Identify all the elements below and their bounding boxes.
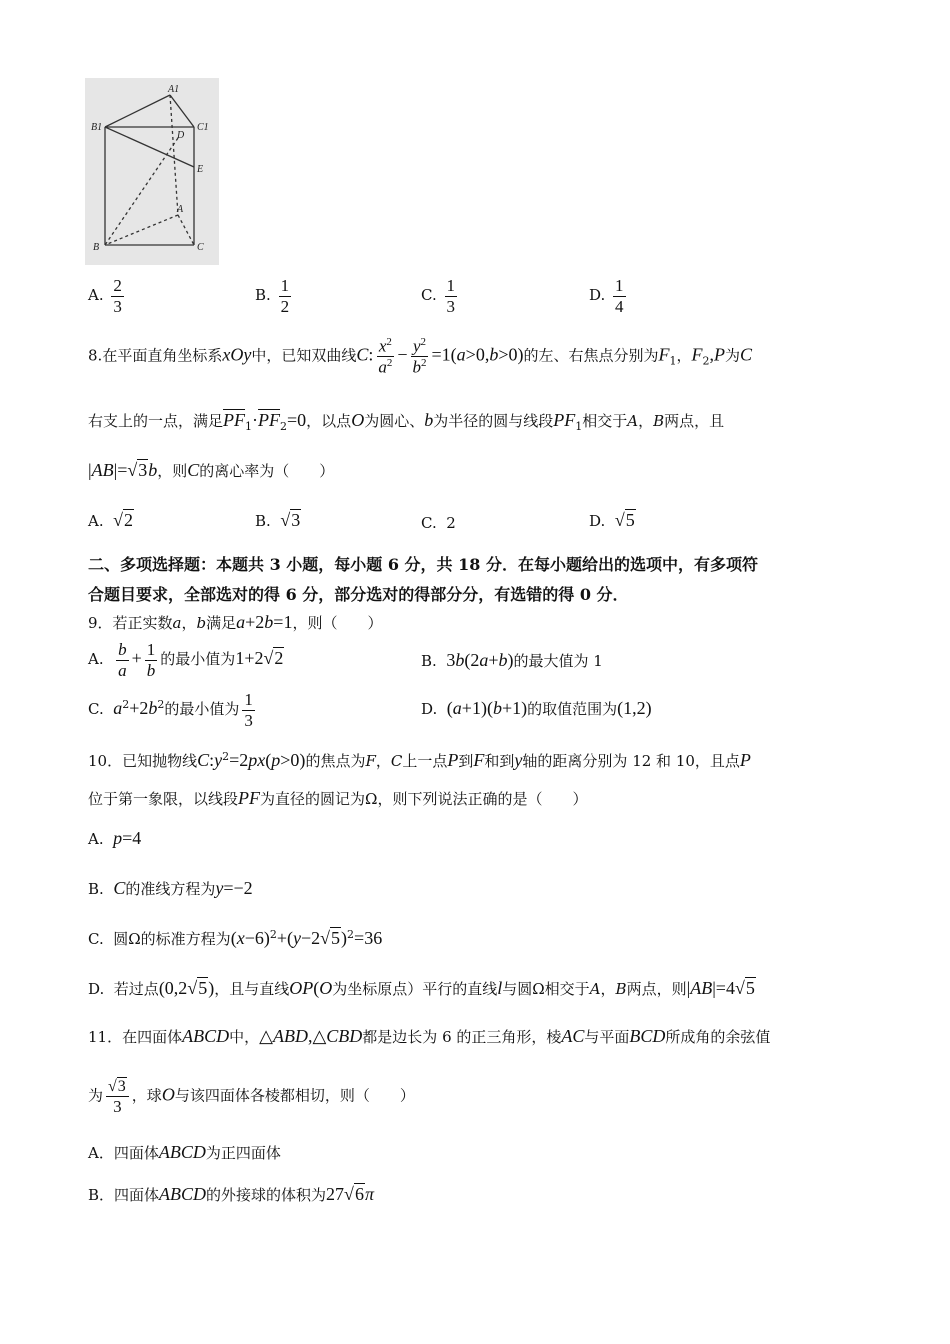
q10-stem-line2: 位于第一象限，以线段PF为直径的圆记为Ω，则下列说法正确的是（ ） [88, 788, 588, 808]
q9-option-d[interactable]: D. (a+1)(b+1)的取值范围为(1,2) [421, 698, 652, 718]
q8-option-b[interactable]: B. √3 [255, 510, 301, 530]
label-A1: A1 [168, 84, 180, 95]
prism-diagram [85, 78, 219, 265]
q11-option-b[interactable]: B．四面体ABCD的外接球的体积为27√6π [88, 1184, 374, 1204]
label-C: C [197, 242, 204, 253]
q9-option-b[interactable]: B. 3b(2a+b)的最大值为 1 [421, 650, 603, 670]
q9-option-c[interactable]: C. $a^2+2b^2$的最小值为 $\frac{1}{3}$ [88, 690, 253, 730]
label-C1: C1 [197, 122, 209, 133]
q10-option-c[interactable]: C. 圆Ω的标准方程为$(x-6)^2+(y-2√5)^2=36$ [88, 928, 383, 948]
label-B1: B1 [91, 122, 103, 133]
q8-option-c[interactable]: C. 2 [421, 514, 456, 532]
q9-option-a[interactable]: A. $\frac{b}{a}$ + $\frac{1}{b}$ 的最小值为1+2√2 [88, 640, 284, 680]
q8-stem-line2: 右支上的一点，满足$\overline{PF}_1\cdot\overline{PF}_2=0$，以点O为圆心、b为半径的圆与线段$PF_1$相交于A，B两点，且 [88, 410, 725, 433]
q10-option-b[interactable]: B. C的准线方程为y=−2 [88, 878, 253, 898]
label-D: D [177, 130, 185, 141]
label-B: B [93, 242, 100, 253]
q11-option-a[interactable]: A．四面体ABCD为正四面体 [88, 1142, 281, 1162]
q11-stem-line1: 11．在四面体ABCD中，△ABD,△CBD都是边长为 6 的正三角形，棱AC与平面BCD所成角的余弦值 [88, 1026, 771, 1046]
q11-stem-line2: 为 $\frac{√3}{3}$ ，球O与该四面体各棱都相切，则（ ） [88, 1078, 415, 1117]
q7-option-a[interactable]: A. $\frac{2}{3}$ [88, 276, 122, 316]
q9-stem: 9．若正实数a，b满足a+2b=1，则（ ） [88, 612, 383, 632]
prism-figure [85, 78, 219, 265]
q7-option-d[interactable]: D. $\frac{1}{4}$ [589, 276, 624, 316]
q8-option-d[interactable]: D. √5 [589, 510, 635, 530]
q7-option-c[interactable]: C. $\frac{1}{3}$ [421, 276, 455, 316]
q10-option-a[interactable]: A. p=4 [88, 828, 142, 848]
q10-stem-line1: 10．已知抛物线$C:y^2=2px(p>0)$的焦点为F，C上一点P到F和到y轴的距离分别为 12 和 10，且点P [88, 750, 751, 770]
label-E: E [197, 164, 204, 175]
q8-stem-line1: 8.在平面直角坐标系xOy中，已知双曲线C: $\frac{x^2}{a^2}$ − $\frac{y^2}{b^2}$ =1(a>0,b>0)的左、右焦点分别为$F_1$，$F_2,P$为C [88, 336, 753, 377]
section2-heading-line2: 合题目要求，全部选对的得 6 分，部分选对的得部分分，有选错的得 0 分． [88, 585, 629, 604]
section2-heading-line1: 二、多项选择题：本题共 3 小题，每小题 6 分，共 18 分．在每小题给出的选项中，有多项符 [88, 555, 758, 574]
label-A: A [177, 204, 184, 215]
q8-stem-line3: |AB|=√3b，则C的离心率为（ ） [88, 460, 335, 480]
q10-option-d[interactable]: D. 若过点(0,2√5)，且与直线OP(O为坐标原点）平行的直线l与圆Ω相交于A，B两点，则|AB|=4√5 [88, 978, 755, 998]
q8-option-a[interactable]: A. √2 [88, 510, 134, 530]
q7-option-b[interactable]: B. $\frac{1}{2}$ [255, 276, 290, 316]
